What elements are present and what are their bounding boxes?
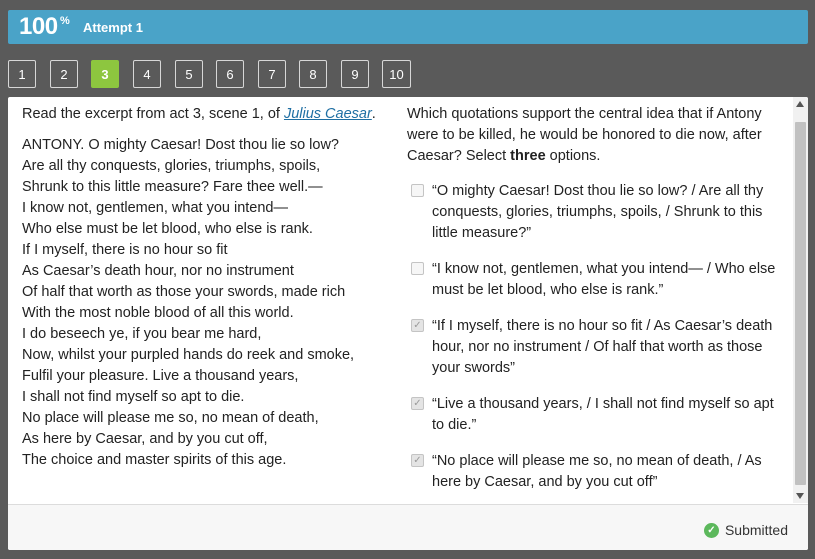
question-button-3[interactable]: 3 bbox=[91, 60, 119, 88]
question-nav bbox=[0, 60, 815, 88]
answer-option-2[interactable] bbox=[407, 259, 782, 301]
attempt-label: Attempt 1 bbox=[83, 20, 143, 35]
passage-line: No place will please me so, no mean of death, bbox=[22, 410, 319, 426]
option-text: “I know not, gentlemen, what you intend— / Who else must be let blood, who else is rank.” bbox=[432, 261, 776, 298]
passage bbox=[22, 104, 387, 471]
answer-option-4[interactable] bbox=[407, 394, 782, 436]
scroll-thumb[interactable] bbox=[795, 122, 806, 485]
question-prompt bbox=[407, 104, 782, 167]
status-label: Submitted bbox=[724, 522, 788, 538]
prompt-suffix: options. bbox=[545, 148, 601, 164]
question-button-8[interactable]: 8 bbox=[299, 60, 327, 88]
passage-line: Fulfil your pleasure. Live a thousand years, bbox=[22, 368, 299, 384]
option-text: “If I myself, there is no hour so fit / As Caesar’s death hour, nor no instrument / Of half that worth as those your swords” bbox=[432, 318, 773, 376]
passage-line: With the most noble blood of all this world. bbox=[22, 305, 294, 321]
passage-line: If I myself, there is no hour so fit bbox=[22, 242, 228, 258]
question-button-5[interactable]: 5 bbox=[175, 60, 203, 88]
passage-title-link[interactable]: Julius Caesar bbox=[283, 106, 372, 122]
passage-line: Who else must be let blood, who else is rank. bbox=[22, 221, 313, 237]
submission-status bbox=[704, 522, 788, 538]
score-unit: % bbox=[60, 15, 70, 27]
passage-line: ANTONY. O mighty Caesar! Dost thou lie so low? bbox=[22, 137, 339, 153]
checkmark-icon: ✓ bbox=[413, 454, 422, 466]
option-checkbox[interactable] bbox=[411, 184, 424, 197]
passage-line: Are all thy conquests, glories, triumphs, spoils, bbox=[22, 158, 321, 174]
passage-line: The choice and master spirits of this age. bbox=[22, 452, 287, 468]
scroll-down-icon[interactable] bbox=[796, 493, 804, 499]
passage-line: As Caesar’s death hour, nor no instrument bbox=[22, 263, 294, 279]
question-button-1[interactable]: 1 bbox=[8, 60, 36, 88]
question bbox=[407, 104, 782, 508]
option-checkbox[interactable] bbox=[411, 262, 424, 275]
passage-intro-suffix: . bbox=[371, 106, 376, 122]
checkmark-icon: ✓ bbox=[413, 319, 422, 331]
passage-intro bbox=[22, 104, 387, 125]
answer-option-1[interactable] bbox=[407, 181, 782, 244]
check-circle-icon: ✓ bbox=[704, 523, 719, 538]
passage-line: I shall not find myself so apt to die. bbox=[22, 389, 245, 405]
option-text: “No place will please me so, no mean of death, / As here by Caesar, and by you cut off” bbox=[432, 453, 762, 490]
passage-line: I do beseech ye, if you bear me hard, bbox=[22, 326, 262, 342]
passage-line: Of half that worth as those your swords, made rich bbox=[22, 284, 346, 300]
scroll-up-icon[interactable] bbox=[796, 101, 804, 107]
answer-option-3[interactable] bbox=[407, 316, 782, 379]
question-content bbox=[8, 97, 793, 503]
passage-line: Now, whilst your purpled hands do reek and smoke, bbox=[22, 347, 355, 363]
scrollbar[interactable] bbox=[793, 97, 808, 503]
option-text: “Live a thousand years, / I shall not find myself so apt to die.” bbox=[432, 396, 774, 433]
question-button-6[interactable]: 6 bbox=[216, 60, 244, 88]
passage-line: Shrunk to this little measure? Fare thee well.— bbox=[22, 179, 323, 195]
prompt-emphasis: three bbox=[510, 148, 546, 164]
passage-intro-prefix: Read the excerpt from act 3, scene 1, of bbox=[22, 106, 284, 122]
checkmark-icon: ✓ bbox=[413, 397, 422, 409]
option-checkbox-checked[interactable] bbox=[411, 454, 424, 467]
question-button-7[interactable]: 7 bbox=[258, 60, 286, 88]
option-checkbox-checked[interactable] bbox=[411, 319, 424, 332]
prompt-text: Which quotations support the central idea that if Antony were to be killed, he would be honored to die now, after Caesar? Select bbox=[407, 106, 762, 164]
question-footer bbox=[8, 504, 808, 550]
score-header bbox=[8, 10, 808, 44]
passage-line: I know not, gentlemen, what you intend— bbox=[22, 200, 288, 216]
passage-line: As here by Caesar, and by you cut off, bbox=[22, 431, 268, 447]
question-button-10[interactable]: 10 bbox=[382, 60, 411, 88]
option-text: “O mighty Caesar! Dost thou lie so low? / Are all thy conquests, glories, triumphs, spoils, / Shrunk to this little measure?” bbox=[432, 183, 764, 241]
question-button-9[interactable]: 9 bbox=[341, 60, 369, 88]
question-button-2[interactable]: 2 bbox=[50, 60, 78, 88]
question-button-4[interactable]: 4 bbox=[133, 60, 161, 88]
question-panel bbox=[8, 97, 808, 550]
answer-option-5[interactable] bbox=[407, 451, 782, 493]
option-checkbox-checked[interactable] bbox=[411, 397, 424, 410]
score-value: 100 bbox=[19, 13, 58, 40]
